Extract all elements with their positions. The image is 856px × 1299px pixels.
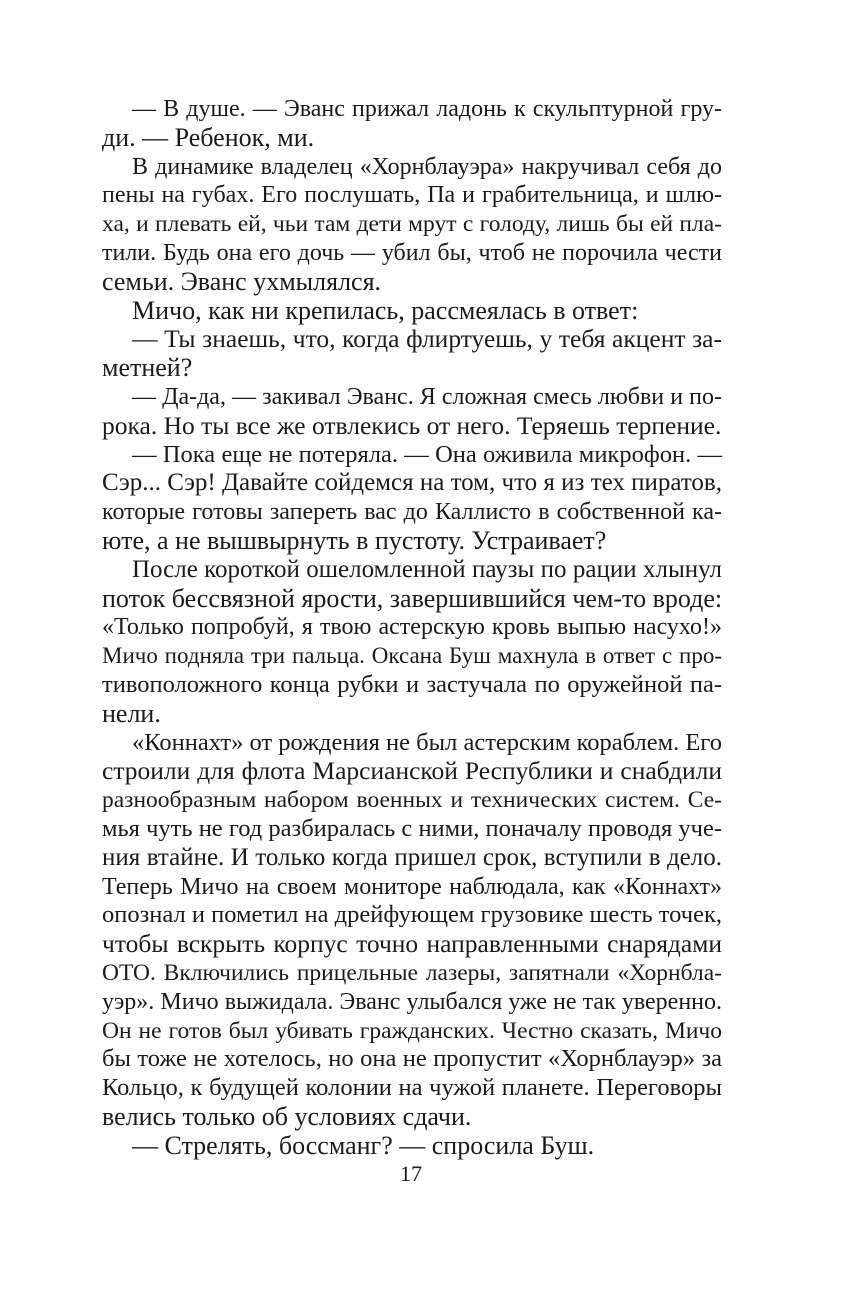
- text-line: велись только об условиях сдачи.: [102, 1101, 472, 1131]
- text-line: строили для флота Марсианской Республики и снабдили: [102, 756, 722, 786]
- text-line: Мичо подняла три пальца. Оксана Буш махнула в ответ с про-: [102, 643, 722, 669]
- text-line: опознал и пометил на дрейфующем грузовике шесть точек,: [102, 901, 722, 929]
- text-line: которые готовы запереть вас до Каллисто в собственной ка-: [102, 499, 722, 526]
- text-line: метней?: [102, 353, 193, 383]
- text-line: семьи. Эванс ухмылялся.: [102, 266, 382, 296]
- text-line: В динамике владелец «Хорнблауэра» накручивал себя до: [132, 153, 722, 180]
- text-line: рока. Но ты все же отвлекись от него. Теряешь терпение.: [102, 410, 722, 440]
- text-line: — Стрелять, боссманг? — спросила Буш.: [132, 1130, 595, 1160]
- text-line: Он не готов был убивать гражданских. Честно сказать, Мичо: [102, 1017, 722, 1044]
- text-line: — Ты знаешь, что, когда флиртуешь, у тебя акцент за-: [132, 324, 722, 354]
- text-line: Теперь Мичо на своем мониторе наблюдала, как «Коннахт»: [102, 873, 722, 900]
- text-line: — В душе. — Эванс прижал ладонь к скульптурной гру-: [132, 96, 722, 122]
- text-line: мья чуть не год разбиралась с ними, поначалу проводя уче-: [102, 814, 722, 842]
- text-line: чтобы вскрыть корпус точно направленными снарядами: [102, 929, 722, 959]
- text-line: Мичо, как ни крепилась, рассмеялась в ответ:: [132, 295, 639, 325]
- text-line: «Только попробуй, я твою астерскую кровь выпью насухо!»: [102, 614, 722, 641]
- text-line: тили. Будь она его дочь — убил бы, чтоб не порочила чести: [102, 239, 722, 266]
- text-line: ния втайне. И только когда пришел срок, вступили в дело.: [102, 843, 722, 871]
- text-line: ди. — Ребенок, ми.: [102, 122, 315, 152]
- text-line: уэр». Мичо выжидала. Эванс улыбался уже не так уверенно.: [102, 988, 722, 1015]
- text-line: ха, и плевать ей, чьи там дети мрут с голоду, лишь бы ей пла-: [102, 211, 722, 238]
- text-line: — Пока еще не потеряла. — Она оживила микрофон. —: [132, 440, 722, 468]
- text-line: пены на губах. Его послушать, Па и грабительница, и шлю-: [102, 182, 722, 209]
- page-number: 17: [400, 1161, 422, 1186]
- text-line: поток бессвязной ярости, завершившийся чем-то вроде:: [102, 583, 723, 613]
- text-line: разнообразным набором военных и технических систем. Се-: [102, 787, 722, 814]
- text-line: Кольцо, к будущей колонии на чужой планете. Переговоры: [102, 1074, 722, 1102]
- text-line: юте, а не вышвырнуть в пустоту. Устраивает?: [102, 525, 607, 555]
- text-line: тивоположного конца рубки и застучала по оружейной па-: [102, 670, 722, 698]
- text-line: «Коннахт» от рождения не был астерским кораблем. Его: [132, 728, 722, 756]
- text-line: ОТО. Включились прицельные лазеры, запятнали «Хорнбла-: [102, 959, 722, 986]
- text-line: бы тоже не хотелось, но она не пропустит «Хорнблауэр» за: [102, 1045, 722, 1073]
- text-line: После короткой ошеломленной паузы по рации хлынул: [132, 555, 722, 583]
- text-line: — Да-да, — закивал Эванс. Я сложная смесь любви и по-: [132, 383, 722, 410]
- page-body-text: [102, 95, 722, 1160]
- text-line: нели.: [102, 698, 161, 728]
- text-line: Сэр... Сэр! Давайте сойдемся на том, что я из тех пиратов,: [102, 469, 722, 497]
